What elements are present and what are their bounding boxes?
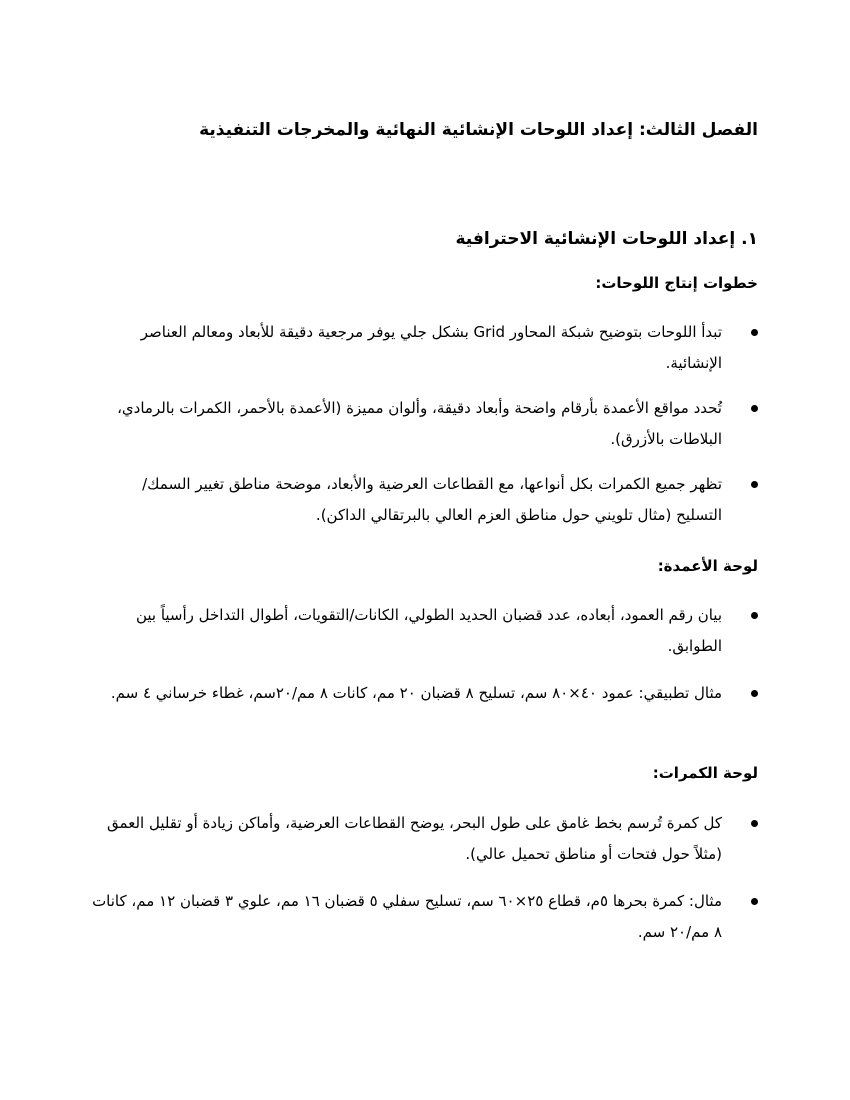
chapter-title: الفصل الثالث: إعداد اللوحات الإنشائية النهائية والمخرجات التنفيذية <box>199 120 758 140</box>
columns-board-list <box>108 600 758 709</box>
list-item <box>108 469 758 531</box>
bullet-icon <box>751 612 758 619</box>
beams-board-list <box>88 808 758 948</box>
list-item <box>108 317 758 379</box>
section-title: ١. إعداد اللوحات الإنشائية الاحترافية <box>455 229 758 249</box>
list-item-text: مثال تطبيقي: عمود ٤٠×٨٠ سم، تسليح ٨ قضبان ٢٠ مم، كانات ٨ مم/٢٠سم، غطاء خرساني ٤ سم. <box>110 684 722 702</box>
bullet-icon <box>751 898 758 905</box>
list-item-text: تُحدد مواقع الأعمدة بأرقام واضحة وأبعاد دقيقة، وألوان مميزة (الأعمدة بالأحمر، الكمرات بالرمادي، البلاطات بالأزرق). <box>117 399 722 448</box>
production-steps-list <box>108 317 758 531</box>
list-item-text: بيان رقم العمود، أبعاده، عدد قضبان الحديد الطولي، الكانات/التقويات، أطوال التداخل رأسياً بين الطوابق. <box>135 606 722 655</box>
bullet-icon <box>751 329 758 336</box>
bullet-icon <box>751 405 758 412</box>
list-item-text: مثال: كمرة بحرها ٥م، قطاع ٢٥×٦٠ سم، تسليح سفلي ٥ قضبان ١٦ مم، علوي ٣ قضبان ١٢ مم، كانات ٨ مم/٢٠ سم. <box>92 892 722 941</box>
bullet-icon <box>751 690 758 697</box>
list-item <box>108 393 758 455</box>
production-steps-heading: خطوات إنتاج اللوحات: <box>595 274 758 292</box>
list-item-text: تبدأ اللوحات بتوضيح شبكة المحاور Grid بشكل جلي يوفر مرجعية دقيقة للأبعاد ومعالم العناصر الإنشائية. <box>140 323 722 372</box>
bullet-icon <box>751 820 758 827</box>
list-item-text: تظهر جميع الكمرات بكل أنواعها، مع القطاعات العرضية والأبعاد، موضحة مناطق تغيير السمك/التسليح (مثال تلويني حول مناطق العزم العالي بالبرتقالي الداكن). <box>142 475 722 524</box>
beams-board-heading: لوحة الكمرات: <box>652 764 758 782</box>
list-item <box>108 600 758 662</box>
bullet-icon <box>751 481 758 488</box>
list-item <box>88 808 758 870</box>
columns-board-heading: لوحة الأعمدة: <box>657 557 758 575</box>
list-item <box>108 678 758 709</box>
list-item-text: كل كمرة تُرسم بخط غامق على طول البحر، يوضح القطاعات العرضية، وأماكن زيادة أو تقليل العمق (مثلاً حول فتحات أو مناطق تحميل عالي). <box>107 814 722 863</box>
list-item <box>88 886 758 948</box>
